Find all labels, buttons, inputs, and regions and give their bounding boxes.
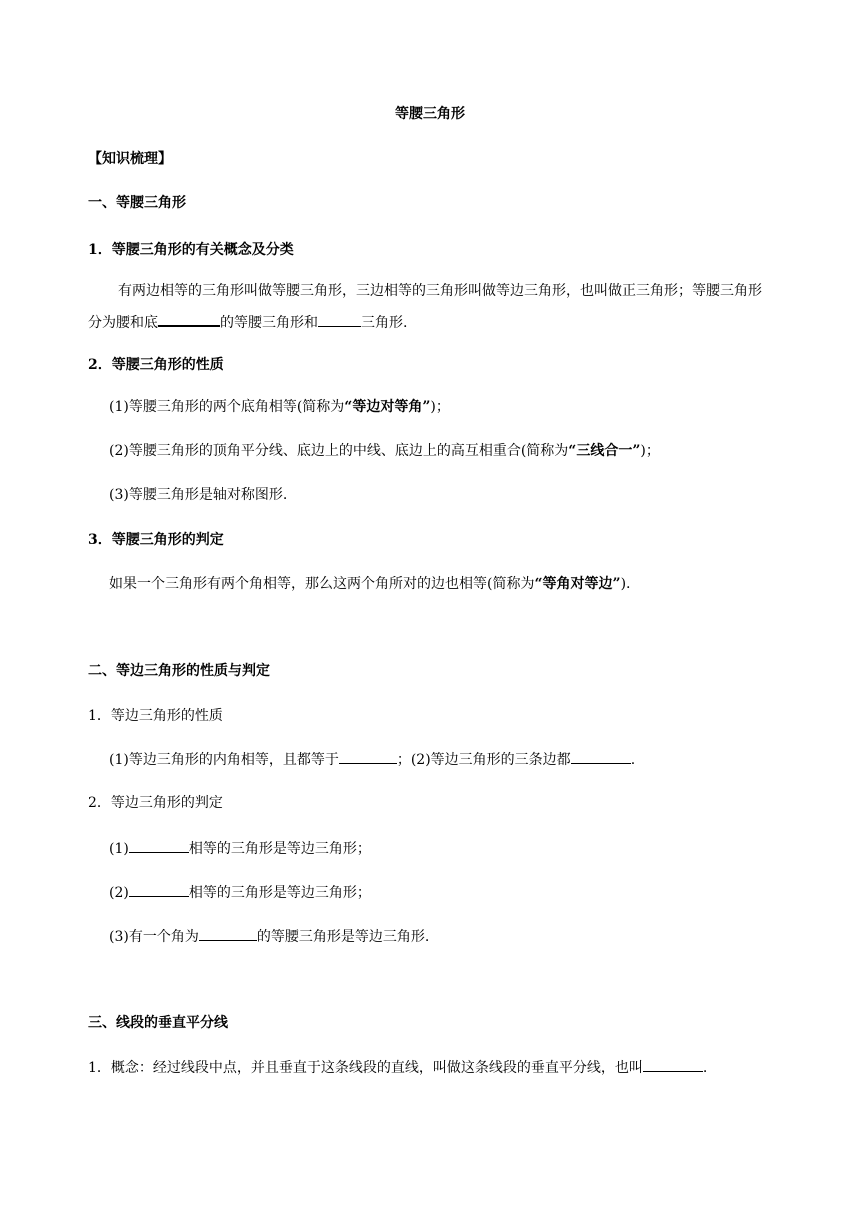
criterion-item-3 [109,926,429,947]
equilateral-property-line [109,749,635,770]
emphasis-text: “等边对等角” [344,399,431,415]
text-segment: 1．概念：经过线段中点，并且垂直于这条线段的直线，叫做这条线段的垂直平分线，也叫 [88,1060,643,1076]
criterion-item-2 [109,882,371,903]
fill-blank[interactable] [571,749,631,764]
subsection-1-3-heading: 3．等腰三角形的判定 [88,532,224,548]
property-item-3: (3)等腰三角形是轴对称图形. [109,487,288,503]
text-segment: 相等的三角形是等边三角形； [188,885,371,901]
property-item-1 [109,397,450,417]
text-segment: (2) [109,885,129,901]
paragraph-1-1-line-2 [88,311,407,333]
fill-blank[interactable] [339,749,397,764]
text-segment: . [630,752,636,768]
fill-blank[interactable] [129,882,189,897]
text-segment: 的等腰三角形和 [220,315,318,331]
fill-blank[interactable] [158,311,220,327]
fill-blank[interactable] [129,838,189,853]
criterion-paragraph [109,574,631,594]
text-segment: . [702,1060,708,1076]
text-segment: (1)等腰三角形的两个底角相等(简称为 [109,399,345,415]
text-segment: ). [620,576,631,592]
subsection-2-1-heading: 1．等边三角形的性质 [88,708,223,724]
text-segment: (3)有一个角为 [109,929,199,945]
subsection-1-1-heading: 1．等腰三角形的有关概念及分类 [88,242,294,258]
text-segment: )； [640,443,660,459]
section-1-heading: 一、等腰三角形 [88,195,186,211]
concept-line [88,1057,707,1078]
section-3-heading: 三、线段的垂直平分线 [88,1015,228,1031]
text-segment: (1)等边三角形的内角相等，且都等于 [109,752,339,768]
fill-blank[interactable] [199,926,257,941]
subsection-2-2-heading: 2．等边三角形的判定 [88,795,223,811]
section-2-heading: 二、等边三角形的性质与判定 [88,663,270,679]
text-segment: 的等腰三角形是等边三角形. [256,929,430,945]
emphasis-text: “等角对等边” [534,576,621,592]
emphasis-text: “三线合一” [568,443,641,459]
text-segment: )； [430,399,450,415]
fill-blank[interactable] [318,312,361,327]
property-item-2 [109,441,660,461]
text-segment: 分为腰和底 [88,315,158,331]
knowledge-header: 【知识梳理】 [88,151,172,167]
subsection-1-2-heading: 2．等腰三角形的性质 [88,357,224,373]
text-segment: ；(2)等边三角形的三条边都 [396,752,571,768]
text-segment: (1) [109,841,129,857]
text-segment: 如果一个三角形有两个角相等，那么这两个角所对的边也相等(简称为 [109,576,535,592]
text-segment: 三角形. [361,315,408,331]
criterion-item-1 [109,838,371,859]
page-title: 等腰三角形 [395,106,465,122]
text-segment: 相等的三角形是等边三角形； [188,841,371,857]
fill-blank[interactable] [643,1057,703,1072]
text-segment: (2)等腰三角形的顶角平分线、底边上的中线、底边上的高互相重合(简称为 [109,443,569,459]
paragraph-1-1-line-1: 有两边相等的三角形叫做等腰三角形，三边相等的三角形叫做等边三角形，也叫做正三角形；等腰三角形 [118,283,762,299]
